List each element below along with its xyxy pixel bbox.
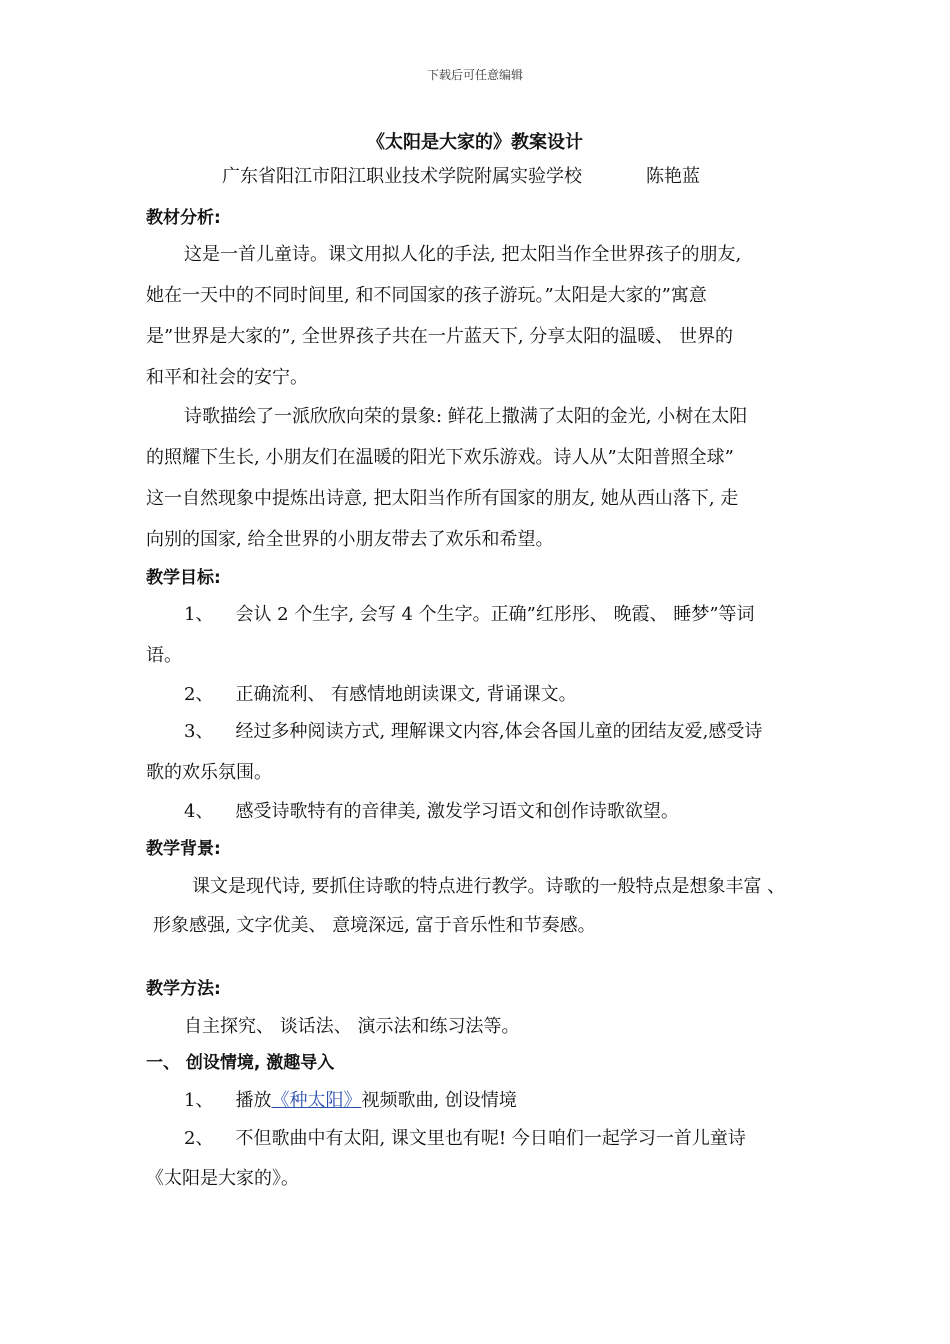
item-number: 2、 (184, 1128, 214, 1149)
item-text: 感受诗歌特有的音律美, 激发学习语文和创作诗歌欲望。 (235, 801, 679, 822)
item-number: 1、 (184, 604, 214, 625)
paragraph-line: 这一自然现象中提炼出诗意, 把太阳当作所有国家的朋友, 她从西山落下, 走 (146, 488, 739, 509)
section-heading-methods: 教学方法: (146, 979, 221, 999)
paragraph-line: 课文是现代诗, 要抓住诗歌的特点进行教学。诗歌的一般特点是想象丰富 、 (192, 876, 786, 897)
paragraph-line: 和平和社会的安宁。 (146, 367, 308, 388)
item-text-pre: 播放 (235, 1090, 272, 1111)
item-number: 3、 (184, 721, 214, 742)
paragraph-line: 诗歌描绘了一派欣欣向荣的景象: 鲜花上撒满了太阳的金光, 小树在太阳 (184, 406, 748, 427)
paragraph-line: 她在一天中的不同时间里, 和不同国家的孩子游玩。”太阳是大家的”寓意 (146, 285, 707, 306)
intro-item-1 (184, 1086, 517, 1112)
section-heading-background: 教学背景: (146, 839, 221, 859)
paragraph-line: 的照耀下生长, 小朋友们在温暖的阳光下欢乐游戏。诗人从”太阳普照全球” (146, 447, 734, 468)
item-text-post: 视频歌曲, 创设情境 (361, 1090, 517, 1111)
item-number: 2、 (184, 684, 214, 705)
intro-item-2 (184, 1124, 746, 1150)
section-heading-intro: 一、 创设情境, 激趣导入 (146, 1053, 335, 1073)
item-number: 1、 (184, 1090, 214, 1111)
paragraph-line: 形象感强, 文字优美、 意境深远, 富于音乐性和节奏感。 (153, 915, 596, 936)
song-link[interactable]: 《种太阳》 (271, 1090, 362, 1111)
item-number: 4、 (184, 801, 214, 822)
author-name: 陈艳蓝 (646, 166, 700, 187)
item-text: 不但歌曲中有太阳, 课文里也有呢! 今日咱们一起学习一首儿童诗 (235, 1128, 746, 1149)
objective-item-4 (184, 797, 679, 823)
section-heading-objectives: 教学目标: (146, 568, 221, 588)
section-heading-analysis: 教材分析: (146, 208, 221, 228)
author-line (222, 162, 700, 188)
document-title: 《太阳是大家的》教案设计 (367, 132, 583, 153)
item-text: 正确流利、 有感情地朗读课文, 背诵课文。 (235, 684, 577, 705)
paragraph-line: 自主探究、 谈话法、 演示法和练习法等。 (184, 1016, 520, 1037)
paragraph-line: 《太阳是大家的》。 (146, 1168, 299, 1189)
objective-item-3 (184, 717, 762, 743)
paragraph-line: 这是一首儿童诗。课文用拟人化的手法, 把太阳当作全世界孩子的朋友, (184, 244, 742, 265)
paragraph-line: 语。 (146, 645, 182, 666)
paragraph-line: 向别的国家, 给全世界的小朋友带去了欢乐和希望。 (146, 529, 554, 550)
objective-item-1 (184, 600, 755, 626)
paragraph-line: 歌的欢乐氛围。 (146, 762, 272, 783)
item-text: 会认 2 个生字, 会写 4 个生字。正确”红彤彤、 晚霞、 睡梦”等词 (235, 604, 755, 625)
author-school: 广东省阳江市阳江职业技术学院附属实验学校 (222, 166, 582, 187)
item-text: 经过多种阅读方式, 理解课文内容,体会各国儿童的团结友爱,感受诗 (235, 721, 763, 742)
header-note: 下载后可任意编辑 (426, 68, 523, 82)
objective-item-2 (184, 680, 577, 706)
paragraph-line: 是”世界是大家的”, 全世界孩子共在一片蓝天下, 分享太阳的温暖、 世界的 (146, 326, 734, 347)
